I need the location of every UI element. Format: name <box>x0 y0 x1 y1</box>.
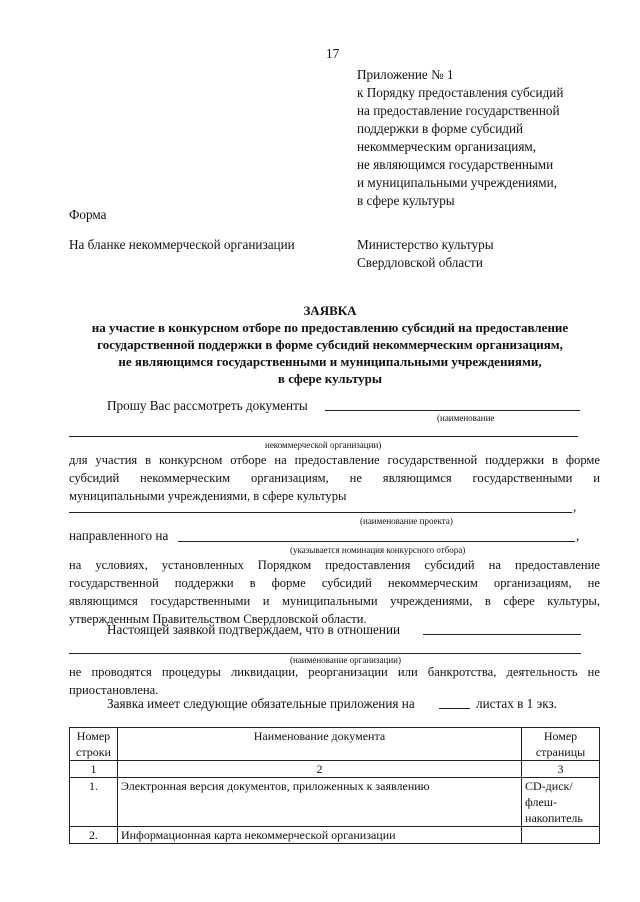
document-name-cell: Электронная версия документов, приложенных к заявлению <box>117 778 521 827</box>
request-prefix: Прошу Вас рассмотреть документы <box>107 398 308 413</box>
org-name-blank-continued <box>69 436 578 437</box>
purpose-line: муниципальными учреждениями, в сфере культуры <box>69 489 347 503</box>
org-blank <box>423 634 581 635</box>
conditions-paragraph <box>69 556 600 628</box>
hint-name: (наименование <box>437 413 495 423</box>
addressee-line: Свердловской области <box>357 255 483 270</box>
header-document-name: Наименование документа <box>117 728 521 761</box>
appendix-title: Приложение № 1 <box>357 67 454 82</box>
conditions-line: государственной поддержки в форме субсидий некоммерческим организациям, не <box>69 576 600 590</box>
heading-line: государственной поддержки в форме субсидий некоммерческим организациям, <box>97 337 563 352</box>
appendix-block <box>357 66 563 210</box>
hint-project: (наименование проекта) <box>360 516 453 526</box>
hint-org-type: некоммерческой организации) <box>265 440 382 450</box>
liquidation-line: приостановлена. <box>69 683 159 697</box>
appendix-line: к Порядку предоставления субсидий <box>357 85 564 100</box>
page-number-cell: CD-диск/ флеш- накопитель <box>522 778 600 827</box>
appendix-line: на предоставление государственной <box>357 103 560 118</box>
row-number-cell: 1. <box>70 778 118 827</box>
heading-line: не являющимся государственными и муниципальными учреждениями, <box>118 354 542 369</box>
purpose-paragraph <box>69 451 600 505</box>
appendix-line: поддержки в форме субсидий <box>357 121 524 136</box>
purpose-line: субсидий некоммерческим организациям, не являющимся государственными и <box>69 471 600 485</box>
addressee-line: Министерство культуры <box>357 237 494 252</box>
document-heading <box>60 302 600 387</box>
nomination-blank <box>178 541 575 542</box>
attachments-prefix: Заявка имеет следующие обязательные приложения на <box>107 696 415 711</box>
appendix-line: некоммерческим организациям, <box>357 139 537 154</box>
form-label: Форма <box>69 207 107 222</box>
conditions-line: утвержденным Правительством Свердловской области. <box>69 612 367 626</box>
org-blank-continued <box>69 653 581 654</box>
index-cell: 2 <box>117 761 521 778</box>
liquidation-paragraph <box>69 663 600 699</box>
appendix-line: и муниципальными учреждениями, <box>357 175 557 190</box>
heading-title: ЗАЯВКА <box>303 303 357 318</box>
table-row <box>70 827 600 844</box>
addressee <box>357 236 494 272</box>
sheet-count-blank <box>439 708 470 709</box>
confirm-prefix: Настоящей заявкой подтверждаем, что в отношении <box>107 622 401 637</box>
header-row-number: Номер строки <box>70 728 118 761</box>
attachments-table <box>69 727 600 844</box>
hint-nomination: (указывается номинация конкурсного отбора) <box>290 545 466 555</box>
heading-line: в сфере культуры <box>277 371 383 386</box>
project-name-blank <box>69 512 572 513</box>
page-number-cell <box>522 827 600 844</box>
purpose-line: для участия в конкурсном отборе на предоставление государственной поддержки в форме <box>69 453 600 467</box>
liquidation-line: не проводятся процедуры ликвидации, реорганизации или банкротства, деятельность не <box>69 665 600 679</box>
table-index-row <box>70 761 600 778</box>
comma: , <box>576 528 580 543</box>
appendix-line: не являющимся государственными <box>357 157 554 172</box>
appendix-line: в сфере культуры <box>357 193 455 208</box>
document-name-cell: Информационная карта некоммерческой организации <box>117 827 521 844</box>
index-cell: 1 <box>70 761 118 778</box>
directed-prefix: направленного на <box>69 528 169 543</box>
table-header-row <box>70 728 600 761</box>
letterhead-note: На бланке некоммерческой организации <box>69 237 295 252</box>
header-page-number: Номер страницы <box>522 728 600 761</box>
hint-org: (наименование организации) <box>290 655 401 665</box>
page-number: 17 <box>326 46 340 61</box>
comma: , <box>573 499 577 514</box>
table-row <box>70 778 600 827</box>
row-number-cell: 2. <box>70 827 118 844</box>
conditions-line: являющимся государственными и муниципальными учреждениями, в сфере культуры, <box>69 594 600 608</box>
org-name-blank <box>325 410 580 411</box>
heading-line: на участие в конкурсном отборе по предоставлению субсидий на предоставление <box>91 320 569 335</box>
index-cell: 3 <box>522 761 600 778</box>
attachments-suffix: листах в 1 экз. <box>476 696 557 711</box>
conditions-line: на условиях, установленных Порядком предоставления субсидий на предоставление <box>69 558 600 572</box>
